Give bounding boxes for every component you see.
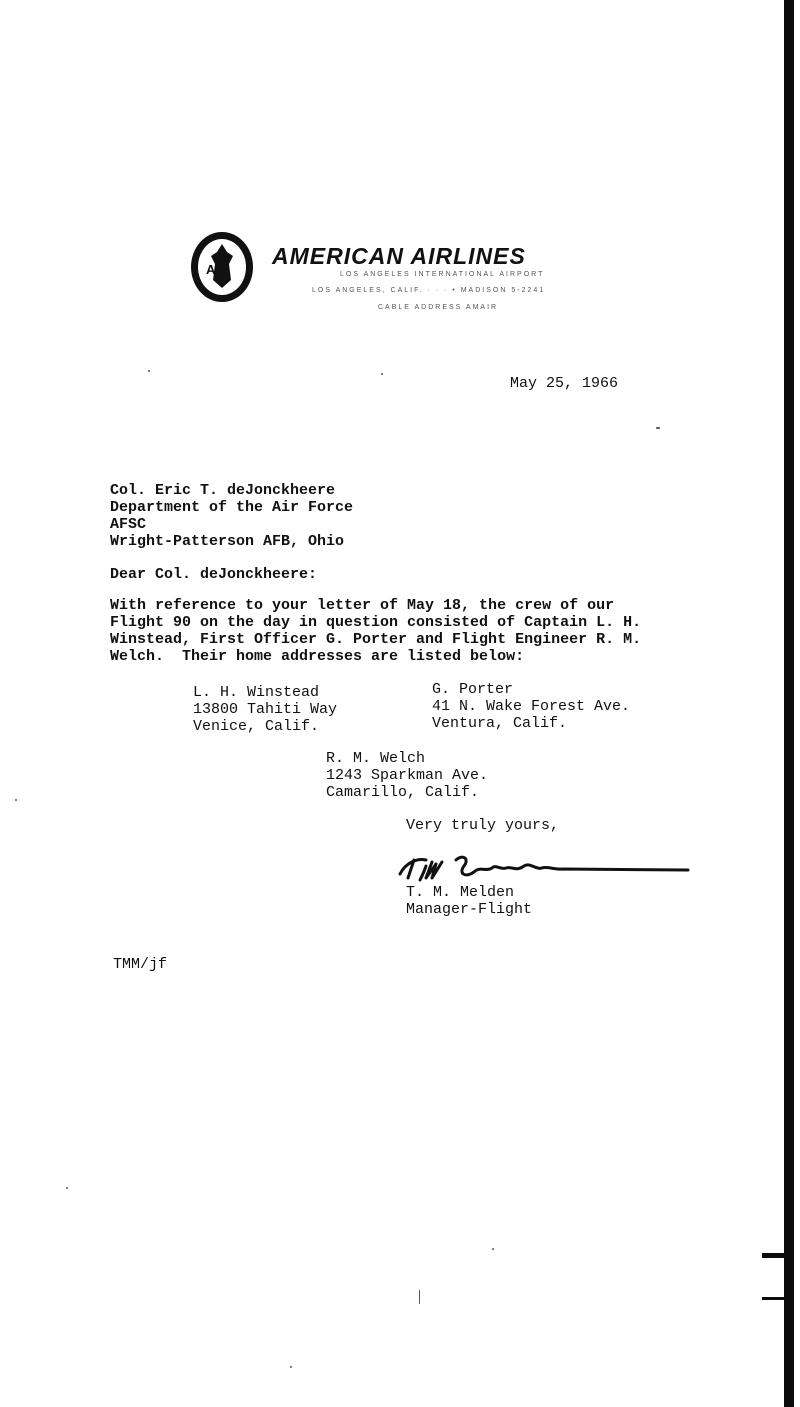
crew-city: Camarillo, Calif. xyxy=(326,784,480,801)
addressee-line: Col. Eric T. deJonckheere xyxy=(110,482,336,499)
speck xyxy=(381,373,383,375)
crew-street: 1243 Sparkman Ave. xyxy=(326,767,489,784)
crew-name: G. Porter xyxy=(432,681,514,698)
body-line: Welch. Their home addresses are listed below: xyxy=(110,648,525,665)
body-line: With reference to your letter of May 18, the crew of our xyxy=(110,597,615,614)
crew-address-welch xyxy=(326,750,488,801)
body-line: Winstead, First Officer G. Porter and Flight Engineer R. M. xyxy=(110,631,642,648)
typist-initials: TMM/jf xyxy=(113,956,168,973)
page-edge-bar xyxy=(784,0,794,1407)
crew-city: Ventura, Calif. xyxy=(432,715,568,732)
crew-address-porter xyxy=(432,681,630,732)
addressee-line: Wright-Patterson AFB, Ohio xyxy=(110,533,345,550)
edge-mark xyxy=(762,1297,786,1300)
speck xyxy=(492,1248,494,1250)
crew-city: Venice, Calif. xyxy=(193,718,320,735)
speck xyxy=(148,370,150,372)
signer-name: T. M. Melden xyxy=(406,884,515,901)
addressee-block xyxy=(110,482,353,550)
crew-name: L. H. Winstead xyxy=(193,684,320,701)
letterhead-line-1: LOS ANGELES INTERNATIONAL AIRPORT xyxy=(340,271,545,278)
body-line: Flight 90 on the day in question consisted of Captain L. H. xyxy=(110,614,642,631)
edge-mark xyxy=(762,1253,786,1258)
addressee-line: Department of the Air Force xyxy=(110,499,354,516)
addressee-line: AFSC xyxy=(110,516,147,533)
letterhead-line-2: LOS ANGELES, CALIF. · · · • MADISON 5-2241 xyxy=(312,287,546,294)
letter-date: May 25, 1966 xyxy=(510,375,619,392)
crew-name: R. M. Welch xyxy=(326,750,426,767)
letterhead-line-3: CABLE ADDRESS AMAIR xyxy=(378,304,499,311)
crew-street: 13800 Tahiti Way xyxy=(193,701,338,718)
logo-letter-left: AA xyxy=(206,262,225,277)
salutation: Dear Col. deJonckheere: xyxy=(110,566,318,583)
signer-title: Manager-Flight xyxy=(406,901,533,918)
speck xyxy=(66,1187,68,1189)
speck xyxy=(15,799,17,801)
company-name: AMERICAN AIRLINES xyxy=(272,243,526,269)
closing: Very truly yours, xyxy=(406,817,560,834)
signer-block xyxy=(406,884,532,918)
speck xyxy=(419,1290,420,1304)
crew-street: 41 N. Wake Forest Ave. xyxy=(432,698,631,715)
eagle-logo xyxy=(189,230,255,304)
crew-address-winstead xyxy=(193,684,337,735)
speck xyxy=(290,1366,292,1368)
letter-body xyxy=(110,597,641,665)
speck xyxy=(656,427,660,429)
handwritten-signature xyxy=(396,852,691,884)
